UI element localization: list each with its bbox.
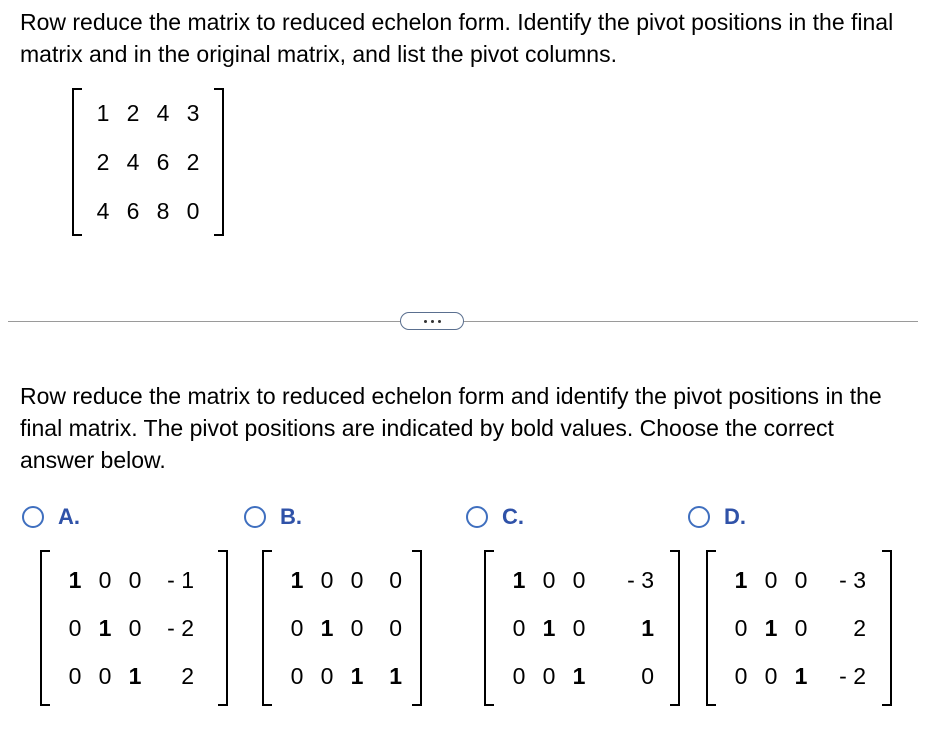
show-more-button[interactable] <box>400 312 464 330</box>
matrix-cell: 0 <box>128 615 142 641</box>
matrix-cell: - 3 <box>839 567 866 593</box>
matrix-cell: 0 <box>290 663 304 689</box>
matrix-left-bracket <box>40 550 50 706</box>
matrix-cell: 0 <box>389 567 402 593</box>
matrix-cell: 1 <box>734 567 748 593</box>
option-label[interactable]: C. <box>502 504 524 529</box>
ellipsis-dot-icon <box>431 320 434 323</box>
matrix-cell: 6 <box>156 148 170 175</box>
matrix-cell: 1 <box>794 663 808 689</box>
matrix-left-bracket <box>72 88 82 236</box>
matrix-cell: 0 <box>764 663 778 689</box>
matrix-cell: 1 <box>512 567 526 593</box>
matrix-cell: 0 <box>389 615 402 641</box>
matrix-right-bracket <box>670 550 680 706</box>
matrix-cell: 2 <box>181 663 194 689</box>
matrix-cell: 1 <box>572 663 586 689</box>
option-label[interactable]: A. <box>58 504 80 529</box>
matrix-cell: 2 <box>96 148 110 175</box>
matrix-cell: 0 <box>350 615 364 641</box>
matrix-cell: 4 <box>156 99 170 126</box>
part-prompt: Row reduce the matrix to reduced echelon form and identify the pivot positions in the final matrix. The pivot positions are indicated by bold values. Choose the correct answer below. <box>20 383 882 473</box>
ellipsis-dot-icon <box>424 320 427 323</box>
option-radio[interactable] <box>466 506 488 528</box>
matrix-cell: 1 <box>98 615 112 641</box>
matrix-left-bracket <box>262 550 272 706</box>
ellipsis-dot-icon <box>438 320 441 323</box>
matrix-left-bracket <box>706 550 716 706</box>
matrix-cell: 1 <box>68 567 82 593</box>
matrix-cell: 0 <box>186 198 200 225</box>
option-matrix <box>706 550 892 706</box>
matrix-cell: 1 <box>389 663 402 689</box>
matrix-cell: 0 <box>98 567 112 593</box>
matrix-cell: 0 <box>734 615 748 641</box>
option-radio[interactable] <box>688 506 710 528</box>
matrix-cell: 2 <box>186 148 200 175</box>
matrix-right-bracket <box>412 550 422 706</box>
matrix-cell: 1 <box>96 99 110 126</box>
matrix-cell: 4 <box>126 148 140 175</box>
matrix-cell: 0 <box>320 663 334 689</box>
matrix-cell: 0 <box>542 663 556 689</box>
matrix-cell: 0 <box>572 615 586 641</box>
matrix-cell: - 1 <box>167 567 194 593</box>
matrix-cell: - 3 <box>627 567 654 593</box>
matrix-cell: 0 <box>794 567 808 593</box>
matrix-right-bracket <box>214 88 224 236</box>
matrix-cell: 0 <box>320 567 334 593</box>
matrix-cell: 0 <box>542 567 556 593</box>
matrix-cell: 1 <box>542 615 556 641</box>
option-label[interactable]: B. <box>280 504 302 529</box>
matrix-right-bracket <box>882 550 892 706</box>
matrix-cell: 0 <box>350 567 364 593</box>
option-radio[interactable] <box>244 506 266 528</box>
matrix-cell: 0 <box>641 663 654 689</box>
matrix-cell: 0 <box>290 615 304 641</box>
matrix-cell: - 2 <box>839 663 866 689</box>
original-matrix <box>72 88 224 236</box>
matrix-right-bracket <box>218 550 228 706</box>
matrix-cell: 3 <box>186 99 200 126</box>
matrix-cell: - 2 <box>167 615 194 641</box>
matrix-cell: 1 <box>350 663 364 689</box>
matrix-cell: 0 <box>512 663 526 689</box>
matrix-cell: 2 <box>126 99 140 126</box>
option-matrix <box>262 550 422 706</box>
matrix-cell: 0 <box>512 615 526 641</box>
matrix-cell: 8 <box>156 198 170 225</box>
matrix-cell: 4 <box>96 198 110 225</box>
matrix-cell: 1 <box>641 615 654 641</box>
matrix-cell: 0 <box>98 663 112 689</box>
matrix-cell: 0 <box>128 567 142 593</box>
option-label[interactable]: D. <box>724 504 746 529</box>
matrix-cell: 1 <box>764 615 778 641</box>
matrix-cell: 0 <box>68 663 82 689</box>
matrix-cell: 1 <box>290 567 304 593</box>
question-prompt: Row reduce the matrix to reduced echelon form. Identify the pivot positions in the final matrix and in the original matrix, and list the pivot columns. <box>20 9 894 67</box>
matrix-left-bracket <box>484 550 494 706</box>
matrix-cell: 1 <box>128 663 142 689</box>
option-matrix <box>40 550 228 706</box>
matrix-cell: 2 <box>853 615 866 641</box>
matrix-cell: 0 <box>68 615 82 641</box>
option-radio[interactable] <box>22 506 44 528</box>
matrix-cell: 0 <box>572 567 586 593</box>
matrix-cell: 0 <box>734 663 748 689</box>
matrix-cell: 0 <box>794 615 808 641</box>
option-matrix <box>484 550 680 706</box>
matrix-cell: 6 <box>126 198 140 225</box>
matrix-cell: 1 <box>320 615 334 641</box>
matrix-cell: 0 <box>764 567 778 593</box>
